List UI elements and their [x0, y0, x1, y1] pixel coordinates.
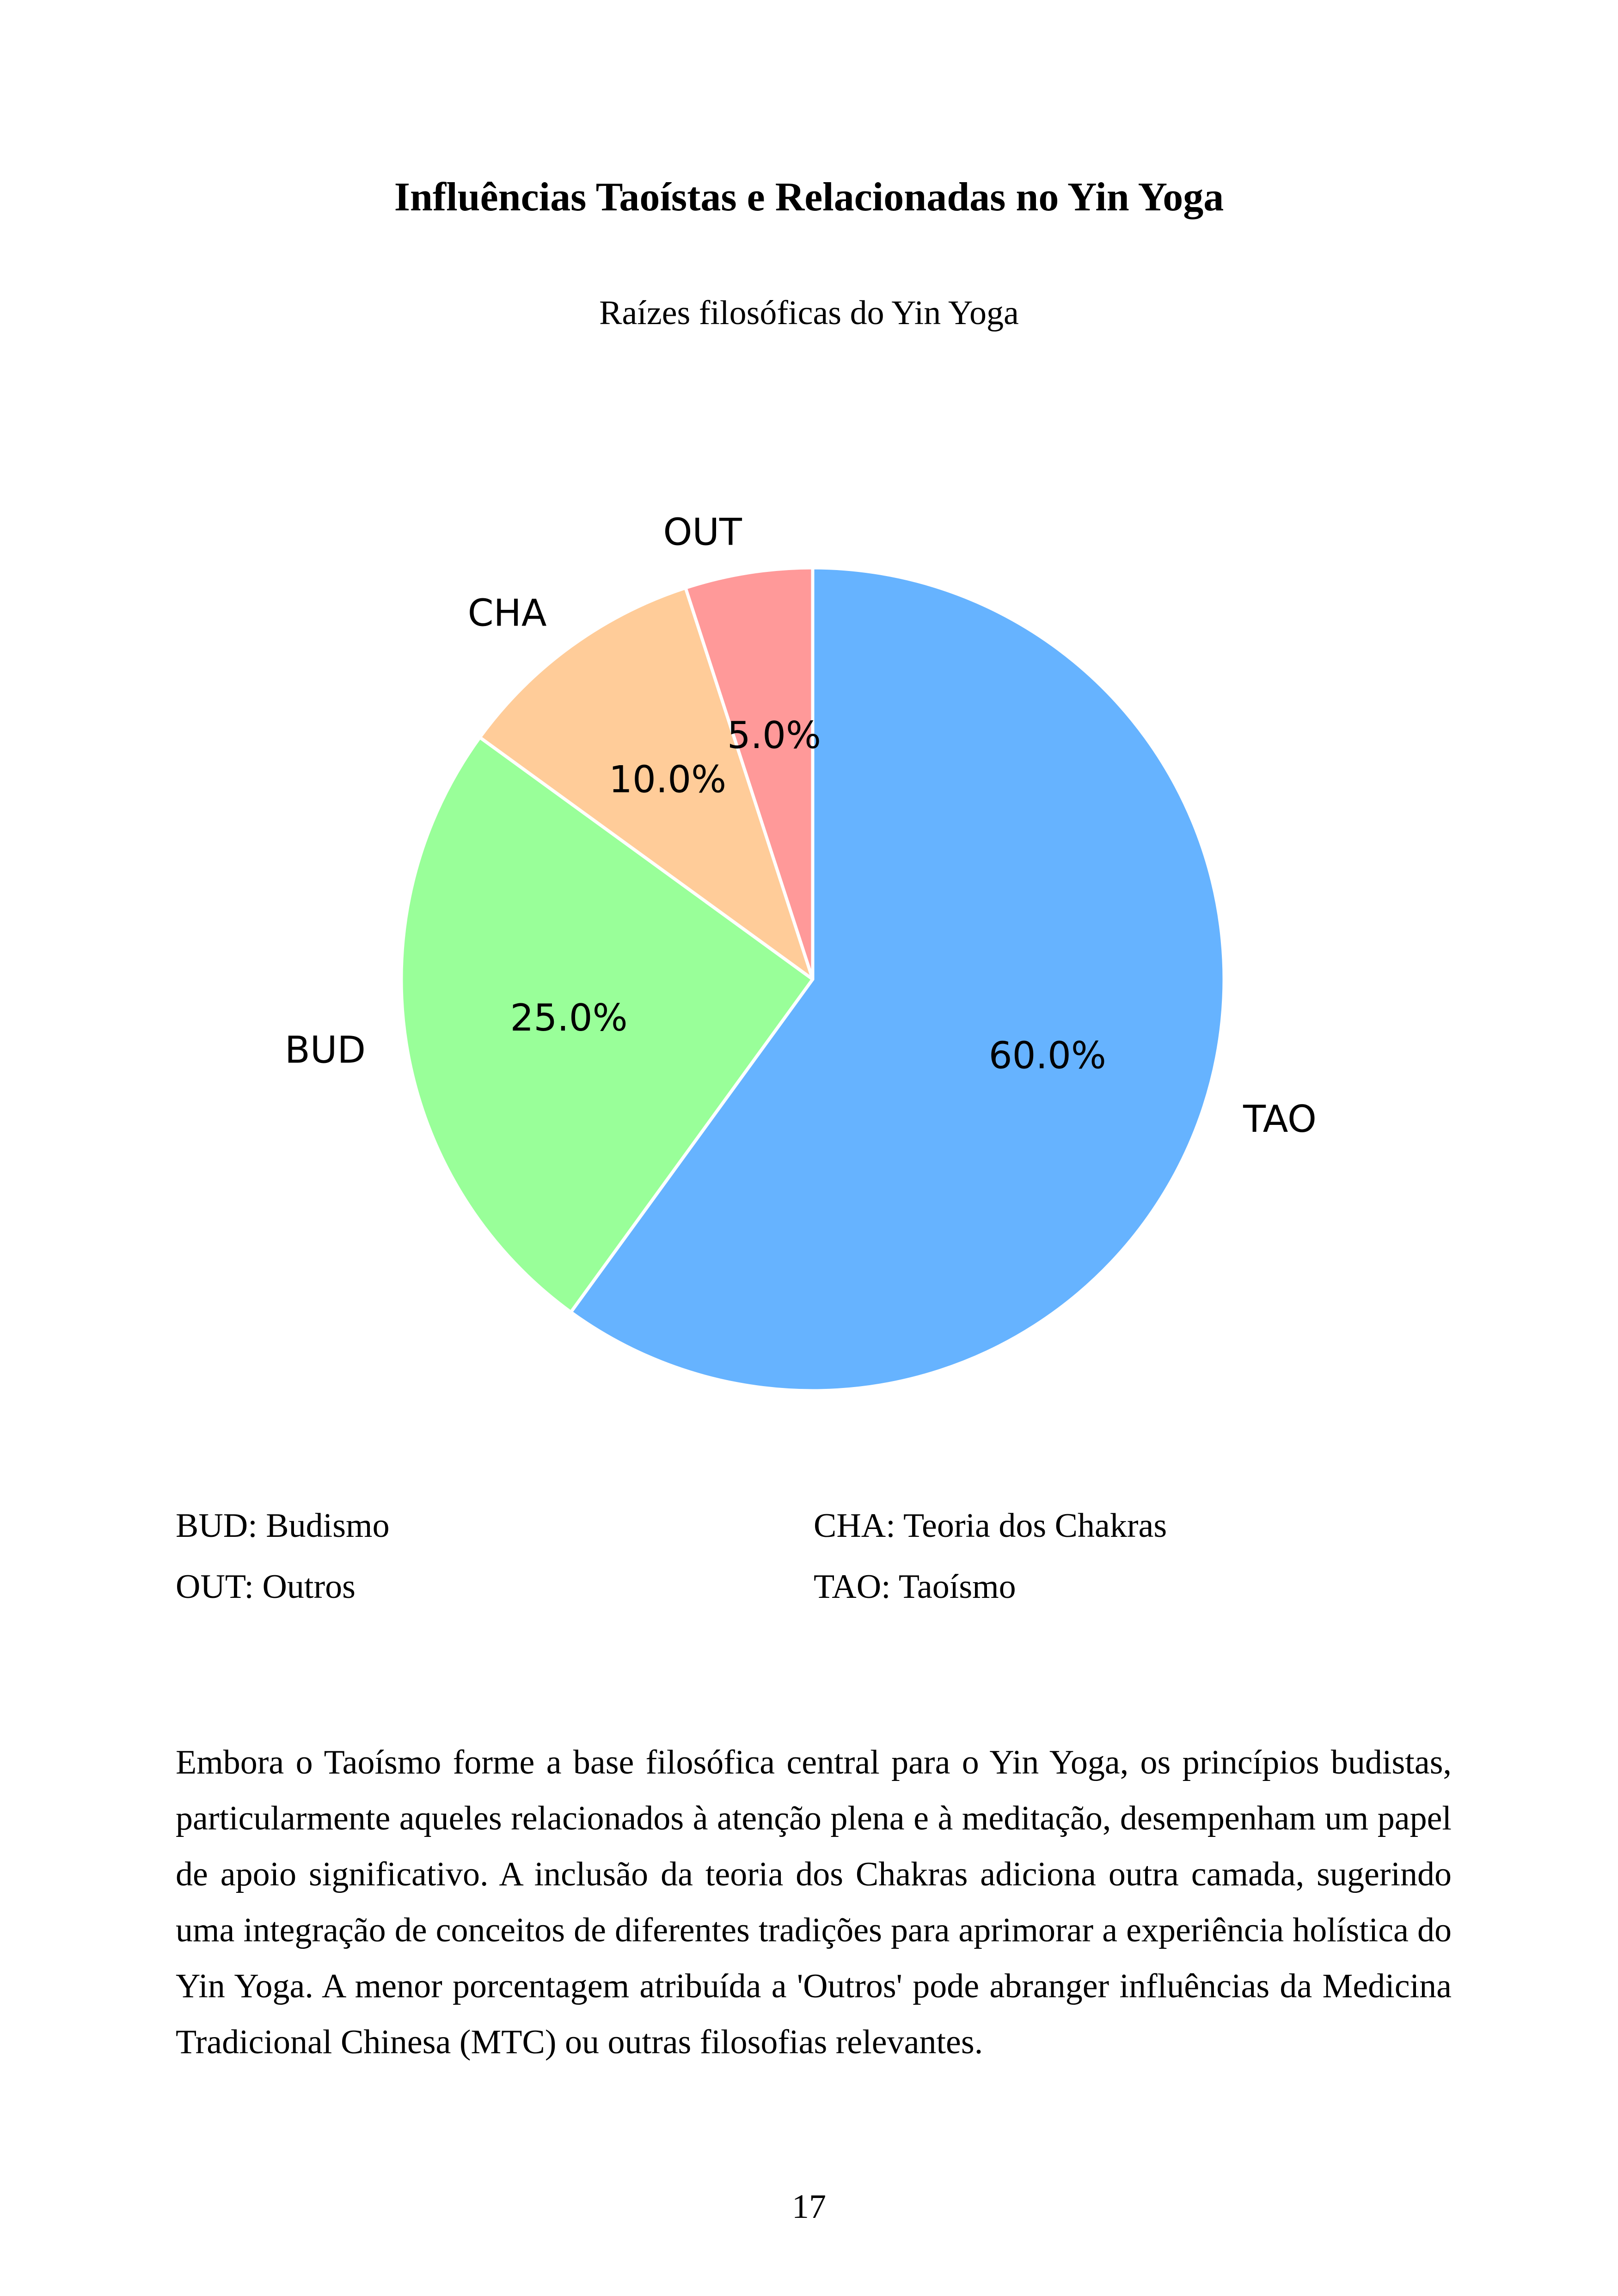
- legend-row: [176, 1566, 1452, 1627]
- page-number: 17: [792, 2188, 826, 2226]
- category-legend: [176, 1505, 1452, 1627]
- legend-item-bud: BUD: Budismo: [176, 1507, 390, 1545]
- slice-percent-label-out: 5.0%: [727, 714, 821, 757]
- slice-category-label-out: OUT: [663, 510, 742, 554]
- slice-category-label-tao: TAO: [1243, 1098, 1317, 1141]
- slice-percent-label-tao: 60.0%: [988, 1034, 1106, 1077]
- chart-subtitle: Raízes filosóficas do Yin Yoga: [599, 294, 1019, 332]
- legend-item-tao: TAO: Taoísmo: [814, 1568, 1016, 1606]
- legend-item-cha: CHA: Teoria dos Chakras: [814, 1507, 1167, 1545]
- page-title: Influências Taoístas e Relacionadas no Yin Yoga: [394, 175, 1224, 220]
- slice-category-label-cha: CHA: [467, 591, 547, 635]
- legend-item-out: OUT: Outros: [176, 1568, 355, 1606]
- slice-category-label-bud: BUD: [285, 1028, 366, 1072]
- slice-percent-label-cha: 10.0%: [609, 758, 727, 801]
- legend-row: [176, 1505, 1452, 1566]
- body-paragraph: Embora o Taoísmo forme a base filosófica central para o Yin Yoga, os princípios budistas, particularmente aqueles relacionados à atenção plena e à meditação, desempenham um papel de apoio significativo. A inclusão da teoria dos Chakras adiciona outra camada, sugerindo uma integração de conceitos de diferentes tradições para aprimorar a experiência holística do Yin Yoga. A menor porcentagem atribuída a 'Outros' pode abranger influências da Medicina Tradicional Chinesa (MTC) ou outras filosofias relevantes.: [176, 1743, 1452, 2061]
- slice-percent-label-bud: 25.0%: [510, 996, 628, 1040]
